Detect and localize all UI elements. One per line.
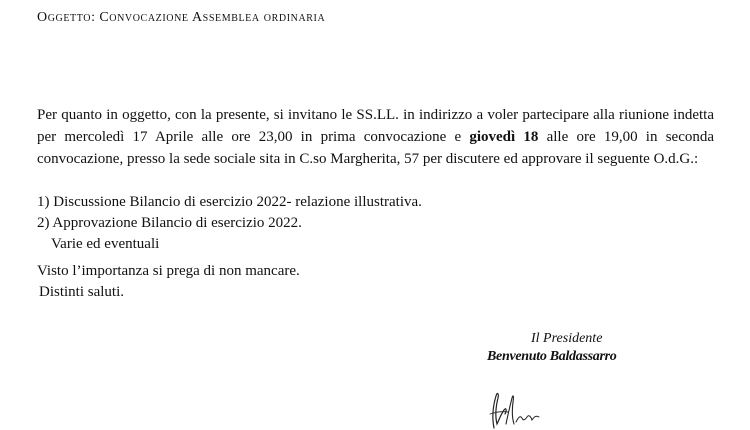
agenda-item: 2) Approvazione Bilancio di esercizio 2022. xyxy=(37,215,302,231)
signature-role: Il Presidente xyxy=(531,331,603,346)
closing-line: Visto l’importanza si prega di non mancare. xyxy=(37,263,300,279)
body-paragraph-part1: Per quanto in oggetto, con la presente, si invitano le SS.LL. in indirizzo a voler partecipare alla riunione indetta per mercoledì 17 Aprile alle ore 23,00 in prima convocazione e xyxy=(37,107,714,145)
body-paragraph-part2: alle ore 19,00 in seconda convocazione, presso la sede sociale sita in C.so Margherita, 57 per discutere ed approvare il seguente O.d.G.: xyxy=(37,129,715,167)
agenda-list xyxy=(37,192,422,255)
subject-text: Convocazione Assemblea ordinaria xyxy=(99,10,326,25)
signature-name: Benvenuto Baldassarro xyxy=(487,349,617,364)
agenda-item: Varie ed eventuali xyxy=(51,236,160,252)
closing-line: Distinti saluti. xyxy=(39,284,125,300)
body-paragraph-bold-date: giovedì 18 xyxy=(469,129,539,145)
body-paragraph xyxy=(37,104,714,170)
subject-line xyxy=(37,10,325,26)
subject-label: Oggetto: xyxy=(37,10,96,25)
closing-block xyxy=(37,261,300,303)
agenda-item: 1) Discussione Bilancio di esercizio 2022- relazione illustrativa. xyxy=(37,194,422,210)
handwritten-signature xyxy=(486,384,556,430)
